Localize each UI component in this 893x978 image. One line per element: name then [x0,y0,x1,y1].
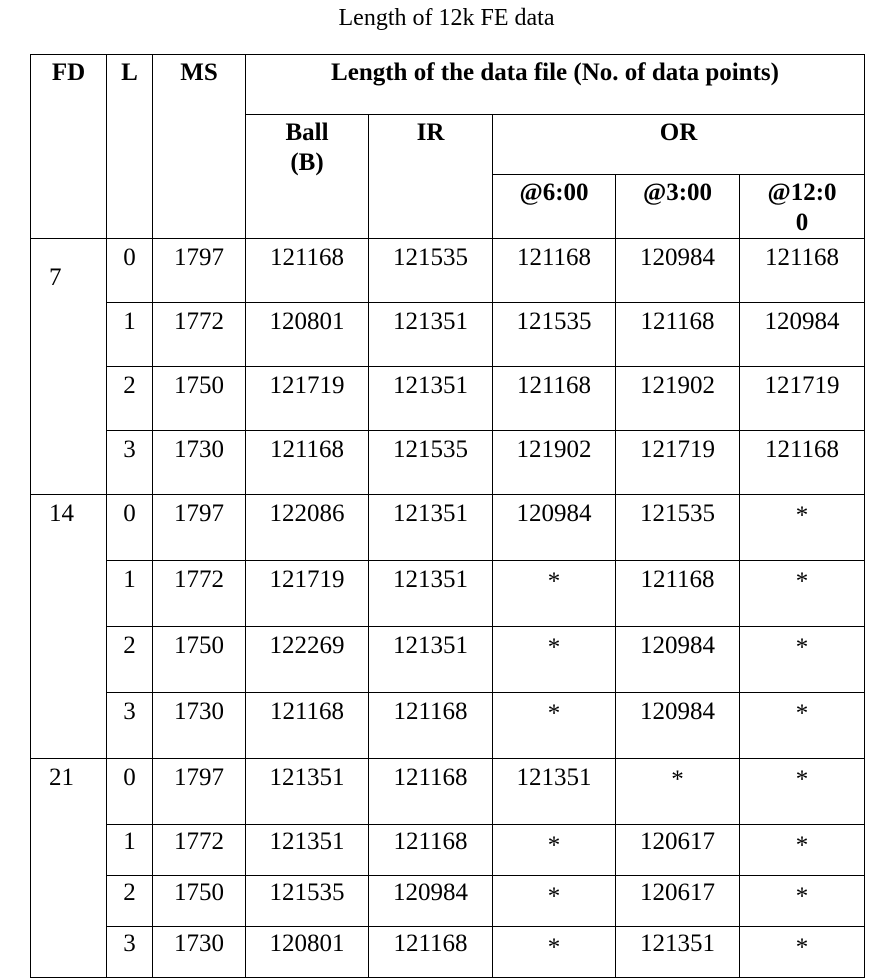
cell-ms: 1797 [153,495,246,561]
cell-ms: 1797 [153,759,246,825]
table-row [31,367,865,431]
cell-ms: 1750 [153,876,246,927]
cell-or-300: 121902 [616,367,740,431]
cell-or-1200: * [740,927,865,978]
cell-ball: 121535 [246,876,369,927]
cell-fd: 7 [31,239,107,495]
cell-or-1200: * [740,627,865,693]
cell-or-300: 120984 [616,627,740,693]
cell-ball: 121719 [246,561,369,627]
cell-ball: 121168 [246,431,369,495]
table-body [31,239,865,978]
cell-l: 3 [107,927,153,978]
header-ball-line1: Ball [285,119,329,146]
cell-ms: 1730 [153,927,246,978]
cell-ir: 120984 [369,876,493,927]
cell-or-1200: 121168 [740,431,865,495]
cell-or-600: 121902 [493,431,616,495]
cell-or-600: * [493,627,616,693]
cell-or-300: 120617 [616,825,740,876]
header-or: OR [493,115,865,175]
cell-ms: 1730 [153,693,246,759]
cell-or-300: 120617 [616,876,740,927]
cell-l: 2 [107,876,153,927]
cell-ir: 121351 [369,495,493,561]
cell-ball: 122086 [246,495,369,561]
cell-l: 1 [107,303,153,367]
cell-or-1200: * [740,693,865,759]
cell-ir: 121351 [369,367,493,431]
cell-or-1200: * [740,495,865,561]
cell-ir: 121351 [369,303,493,367]
cell-ball: 121351 [246,759,369,825]
cell-l: 1 [107,825,153,876]
cell-or-1200: * [740,825,865,876]
table-row [31,239,865,303]
table-row [31,431,865,495]
cell-ms: 1797 [153,239,246,303]
data-length-table [30,54,865,978]
cell-or-600: 121168 [493,239,616,303]
cell-or-1200: * [740,561,865,627]
cell-ir: 121168 [369,825,493,876]
cell-ms: 1772 [153,825,246,876]
cell-or-1200: 121719 [740,367,865,431]
cell-l: 0 [107,239,153,303]
cell-or-300: 121719 [616,431,740,495]
cell-fd: 14 [31,495,107,759]
cell-ball: 121719 [246,367,369,431]
cell-ir: 121168 [369,693,493,759]
header-or-1200-line1: @12:0 [767,179,837,206]
cell-or-600: 121535 [493,303,616,367]
cell-or-300: * [616,759,740,825]
cell-ir: 121351 [369,561,493,627]
header-ball-line2: (B) [290,149,324,176]
cell-l: 2 [107,367,153,431]
table-caption: Length of 12k FE data [338,5,555,31]
cell-ball: 121168 [246,693,369,759]
header-ball [246,115,369,239]
cell-ball: 122269 [246,627,369,693]
cell-ball: 121351 [246,825,369,876]
header-ir: IR [369,115,493,239]
cell-or-600: * [493,876,616,927]
table-row [31,627,865,693]
cell-or-300: 120984 [616,239,740,303]
header-l: L [107,55,153,239]
table-row [31,693,865,759]
cell-or-600: * [493,825,616,876]
table-row [31,303,865,367]
cell-ball: 120801 [246,303,369,367]
cell-or-300: 120984 [616,693,740,759]
cell-or-600: * [493,927,616,978]
cell-or-300: 121168 [616,303,740,367]
cell-or-300: 121351 [616,927,740,978]
cell-l: 0 [107,495,153,561]
header-or-600: @6:00 [493,175,616,239]
table-row [31,495,865,561]
cell-ball: 120801 [246,927,369,978]
table-row [31,759,865,825]
cell-l: 3 [107,693,153,759]
cell-l: 2 [107,627,153,693]
cell-or-300: 121535 [616,495,740,561]
cell-fd: 21 [31,759,107,978]
cell-or-600: 121351 [493,759,616,825]
cell-ir: 121351 [369,627,493,693]
cell-or-1200: * [740,759,865,825]
header-fd: FD [31,55,107,239]
header-ms: MS [153,55,246,239]
cell-or-600: * [493,561,616,627]
cell-ms: 1772 [153,561,246,627]
cell-ms: 1750 [153,627,246,693]
cell-ir: 121535 [369,431,493,495]
cell-l: 1 [107,561,153,627]
cell-ir: 121535 [369,239,493,303]
cell-or-1200: 120984 [740,303,865,367]
header-or-1200 [740,175,865,239]
table-row [31,876,865,927]
cell-or-600: 121168 [493,367,616,431]
cell-or-600: * [493,693,616,759]
cell-or-600: 120984 [493,495,616,561]
cell-ms: 1772 [153,303,246,367]
cell-or-1200: 121168 [740,239,865,303]
cell-l: 0 [107,759,153,825]
cell-l: 3 [107,431,153,495]
header-or-300: @3:00 [616,175,740,239]
cell-ir: 121168 [369,927,493,978]
cell-or-300: 121168 [616,561,740,627]
cell-or-1200: * [740,876,865,927]
table-row [31,927,865,978]
cell-ms: 1730 [153,431,246,495]
cell-ir: 121168 [369,759,493,825]
cell-ball: 121168 [246,239,369,303]
table-row [31,825,865,876]
cell-ms: 1750 [153,367,246,431]
header-length: Length of the data file (No. of data points) [246,55,865,115]
header-or-1200-line2: 0 [795,209,809,236]
table-row [31,561,865,627]
